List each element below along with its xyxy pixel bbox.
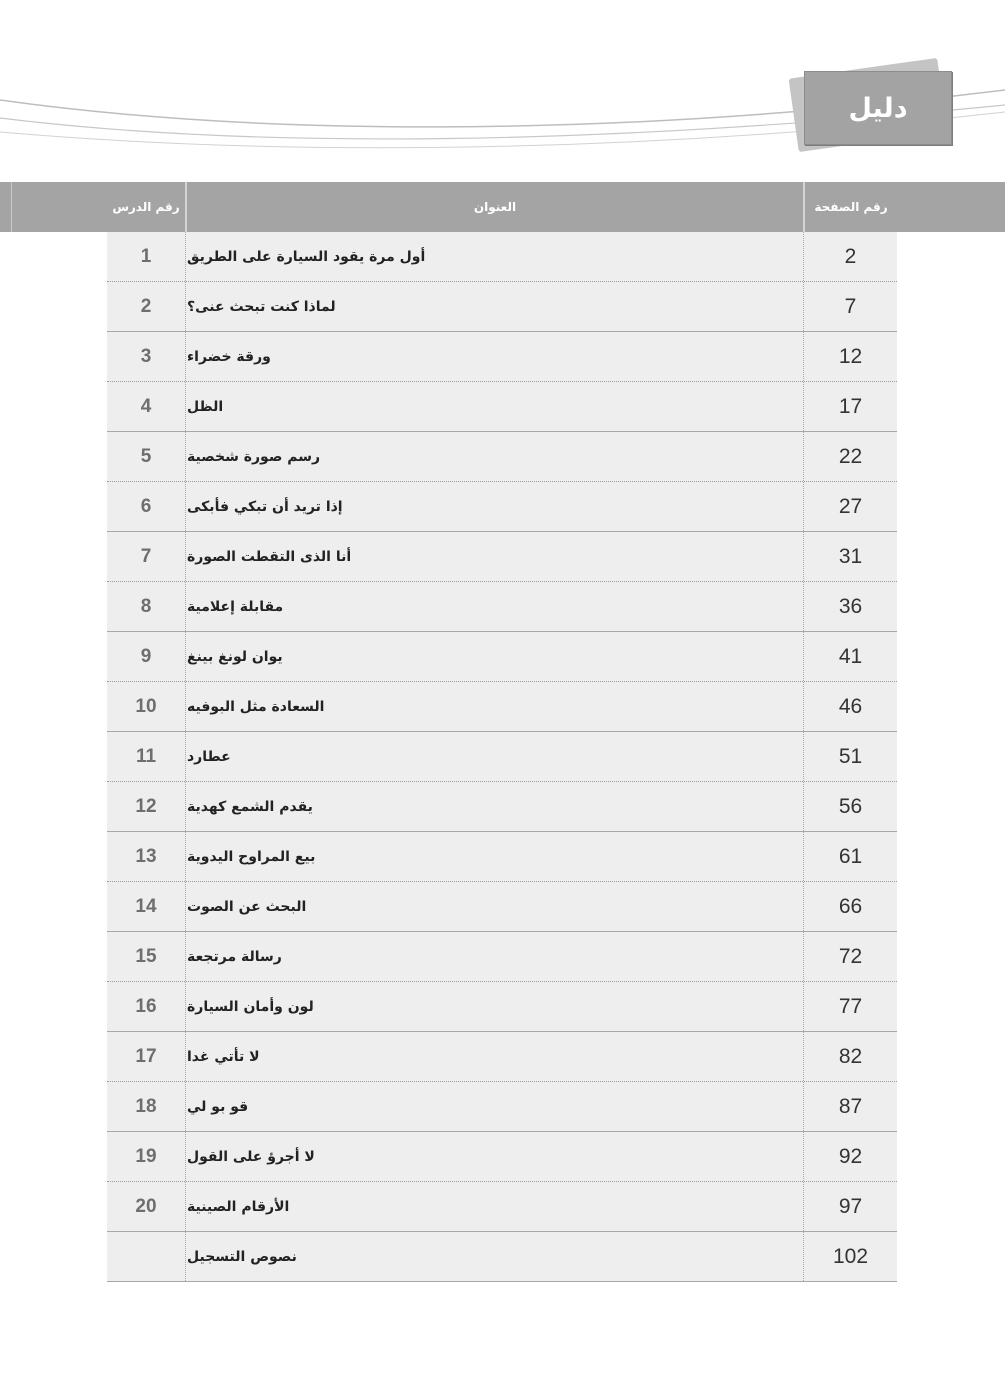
header-lesson-number: رقم الدرس	[112, 200, 180, 214]
column-divider	[185, 582, 186, 631]
column-divider	[185, 532, 186, 581]
column-divider	[185, 682, 186, 731]
page-number: 77	[838, 994, 863, 1018]
lesson-number: 2	[140, 295, 152, 317]
lesson-title[interactable]: رسم صورة شخصية	[187, 448, 321, 465]
page-number: 27	[838, 494, 863, 518]
page-number: 66	[838, 894, 863, 918]
page-number: 97	[838, 1194, 863, 1218]
column-divider	[185, 232, 186, 281]
column-divider	[185, 1132, 186, 1181]
toc-row	[107, 232, 897, 282]
lesson-number: 10	[135, 695, 157, 717]
page-number: 41	[838, 644, 863, 668]
lesson-number: 12	[135, 795, 157, 817]
toc-row	[107, 782, 897, 832]
page-number: 17	[838, 394, 863, 418]
lesson-title[interactable]: بيع المراوح اليدوية	[187, 848, 316, 865]
lesson-number	[107, 1232, 185, 1281]
lesson-number: 20	[135, 1195, 157, 1217]
lesson-title[interactable]: مقابلة إعلامية	[187, 598, 284, 615]
toc-row	[107, 632, 897, 682]
table-header	[0, 182, 1005, 232]
lesson-number: 4	[140, 395, 152, 417]
header-title: العنوان	[473, 200, 517, 214]
column-divider	[185, 1232, 186, 1281]
lesson-title[interactable]: لا أجرؤ على القول	[187, 1148, 315, 1165]
toc-row	[107, 532, 897, 582]
lesson-number: 18	[135, 1095, 157, 1117]
lesson-title[interactable]: قو بو لي	[187, 1098, 249, 1115]
lesson-number: 5	[140, 445, 152, 467]
column-divider	[185, 332, 186, 381]
lesson-title[interactable]: ورقة خضراء	[187, 348, 271, 365]
toc-row	[107, 732, 897, 782]
column-divider	[185, 1032, 186, 1081]
page-number: 56	[838, 794, 863, 818]
lesson-number: 16	[135, 995, 157, 1017]
toc-row	[107, 332, 897, 382]
column-divider	[185, 1082, 186, 1131]
header-edge	[11, 182, 12, 232]
toc-row	[107, 982, 897, 1032]
toc-row	[107, 1182, 897, 1232]
toc-row	[107, 1032, 897, 1082]
toc-row	[107, 932, 897, 982]
column-divider	[185, 732, 186, 781]
lesson-title[interactable]: يقدم الشمع كهدية	[187, 798, 313, 815]
toc-row	[107, 432, 897, 482]
toc-row	[107, 832, 897, 882]
lesson-title[interactable]: أول مرة يقود السيارة على الطريق	[187, 248, 426, 265]
lesson-number: 17	[135, 1045, 157, 1067]
page-number: 2	[844, 244, 857, 268]
column-divider	[185, 282, 186, 331]
page-number: 87	[838, 1094, 863, 1118]
lesson-number: 9	[140, 645, 152, 667]
toc-row	[107, 1132, 897, 1182]
lesson-number: 3	[140, 345, 152, 367]
page-number: 46	[838, 694, 863, 718]
page-number: 51	[838, 744, 863, 768]
toc-row	[107, 482, 897, 532]
lesson-title[interactable]: يوان لونغ بينغ	[187, 648, 283, 665]
page-number: 72	[838, 944, 863, 968]
toc-row	[107, 1082, 897, 1132]
lesson-number: 13	[135, 845, 157, 867]
page-number: 92	[838, 1144, 863, 1168]
lesson-number: 8	[140, 595, 152, 617]
lesson-title[interactable]: أنا الذى التقطت الصورة	[187, 548, 352, 565]
column-divider	[185, 932, 186, 981]
lesson-title[interactable]: الأرقام الصينية	[187, 1198, 290, 1215]
toc-row	[107, 1232, 897, 1282]
toc-row	[107, 882, 897, 932]
header-page-number: رقم الصفحة	[814, 200, 888, 214]
page-number: 36	[838, 594, 863, 618]
lesson-title[interactable]: رسالة مرتجعة	[187, 948, 282, 965]
toc-row	[107, 382, 897, 432]
column-divider	[185, 882, 186, 931]
lesson-number: 7	[140, 545, 152, 567]
lesson-title[interactable]: الظل	[187, 398, 224, 415]
lesson-number: 14	[135, 895, 157, 917]
lesson-title[interactable]: البحث عن الصوت	[187, 898, 307, 915]
toc-table	[107, 232, 897, 1282]
title-tab	[804, 71, 952, 145]
toc-row	[107, 582, 897, 632]
toc-row	[107, 282, 897, 332]
lesson-title[interactable]: إذا تريد أن تبكي فأبكى	[187, 498, 343, 515]
column-divider	[185, 482, 186, 531]
lesson-title[interactable]: عطارد	[187, 748, 231, 765]
column-divider	[185, 832, 186, 881]
lesson-title[interactable]: نصوص التسجيل	[187, 1248, 297, 1265]
lesson-number: 6	[140, 495, 152, 517]
lesson-number: 1	[140, 245, 152, 267]
page-number: 7	[844, 294, 857, 318]
column-divider	[185, 432, 186, 481]
column-divider	[185, 1182, 186, 1231]
lesson-number: 19	[135, 1145, 157, 1167]
column-divider	[185, 982, 186, 1031]
column-divider	[185, 382, 186, 431]
lesson-title[interactable]: لماذا كنت تبحث عنى؟	[187, 298, 336, 315]
page-number: 22	[838, 444, 863, 468]
page-number: 12	[838, 344, 863, 368]
lesson-number: 11	[135, 745, 157, 767]
page-number: 82	[838, 1044, 863, 1068]
toc-row	[107, 682, 897, 732]
page-title: دليل	[848, 92, 908, 124]
page-number: 102	[832, 1244, 869, 1268]
lesson-title[interactable]: لا تأتي غدا	[187, 1048, 260, 1065]
page-number: 61	[838, 844, 863, 868]
column-divider	[185, 782, 186, 831]
column-divider	[185, 632, 186, 681]
lesson-title[interactable]: لون وأمان السيارة	[187, 998, 314, 1015]
lesson-title[interactable]: السعادة مثل البوفيه	[187, 698, 325, 715]
lesson-number: 15	[135, 945, 157, 967]
page-number: 31	[838, 544, 863, 568]
